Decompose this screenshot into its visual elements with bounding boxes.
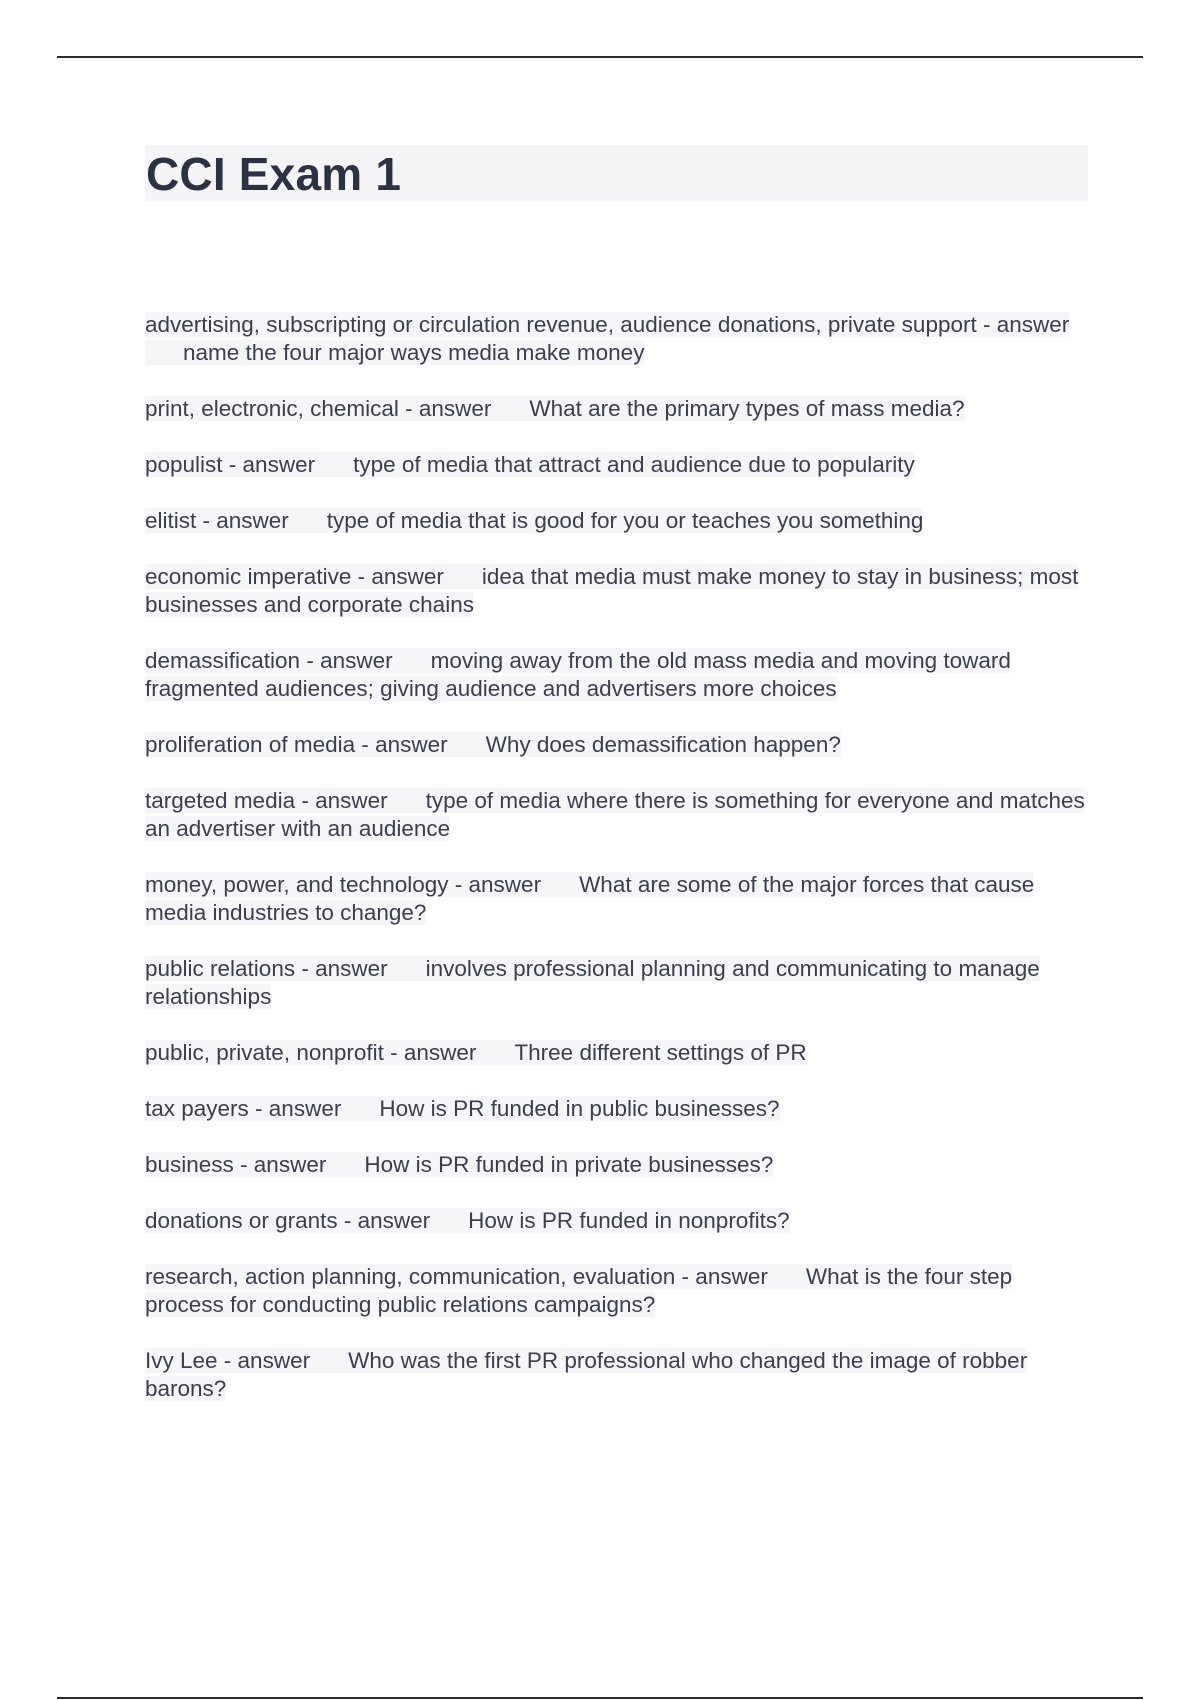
list-item <box>145 563 1085 619</box>
list-item <box>145 311 1085 367</box>
card-term: advertising, subscripting or circulation revenue, audience donations, private support - answer <box>145 312 1070 337</box>
top-rule <box>57 56 1143 58</box>
card-definition: Three different settings of PR <box>514 1040 807 1065</box>
card-definition: idea that media must make money to stay in business; most businesses and corporate chains <box>145 564 1079 617</box>
list-item <box>145 451 1085 479</box>
card-term: print, electronic, chemical - answer <box>145 396 492 421</box>
card-term: business - answer <box>145 1152 327 1177</box>
card-definition: Why does demassification happen? <box>485 732 841 757</box>
card-definition: How is PR funded in nonprofits? <box>468 1208 790 1233</box>
card-definition: How is PR funded in private businesses? <box>364 1152 774 1177</box>
card-definition: type of media that attract and audience due to popularity <box>353 452 915 477</box>
list-item <box>145 1095 1085 1123</box>
list-item <box>145 871 1085 927</box>
card-definition: name the four major ways media make money <box>183 340 645 365</box>
card-term: Ivy Lee - answer <box>145 1348 311 1373</box>
card-definition: What is the four step process for conducting public relations campaigns? <box>145 1264 1013 1317</box>
list-item <box>145 1207 1085 1235</box>
card-term: proliferation of media - answer <box>145 732 448 757</box>
list-item <box>145 1263 1085 1319</box>
list-item <box>145 731 1085 759</box>
list-item <box>145 787 1085 843</box>
card-term: public relations - answer <box>145 956 388 981</box>
page-title: CCI Exam 1 <box>146 148 402 200</box>
list-item <box>145 955 1085 1011</box>
card-term: public, private, nonprofit - answer <box>145 1040 477 1065</box>
card-definition: type of media that is good for you or teaches you something <box>326 508 924 533</box>
card-definition: Who was the first PR professional who changed the image of robber barons? <box>145 1348 1028 1401</box>
card-term: tax payers - answer <box>145 1096 342 1121</box>
card-definition: involves professional planning and communicating to manage relationships <box>145 956 1040 1009</box>
card-term: economic imperative - answer <box>145 564 444 589</box>
list-item <box>145 647 1085 703</box>
card-definition: What are some of the major forces that cause media industries to change? <box>145 872 1035 925</box>
list-item <box>145 395 1085 423</box>
card-term: demassification - answer <box>145 648 393 673</box>
card-definition: What are the primary types of mass media? <box>529 396 965 421</box>
list-item <box>145 1347 1085 1403</box>
list-item <box>145 1151 1085 1179</box>
list-item <box>145 507 1085 535</box>
card-term: donations or grants - answer <box>145 1208 431 1233</box>
bottom-rule <box>57 1697 1143 1699</box>
list-item <box>145 1039 1085 1067</box>
card-term: targeted media - answer <box>145 788 388 813</box>
flashcard-list <box>145 311 1085 1431</box>
card-definition: moving away from the old mass media and moving toward fragmented audiences; giving audience and advertisers more choices <box>145 648 1011 701</box>
card-definition: How is PR funded in public businesses? <box>379 1096 780 1121</box>
card-term: elitist - answer <box>145 508 289 533</box>
card-term: populist - answer <box>145 452 316 477</box>
card-term: research, action planning, communication, evaluation - answer <box>145 1264 768 1289</box>
card-definition: type of media where there is something for everyone and matches an advertiser with an audience <box>145 788 1085 841</box>
card-term: money, power, and technology - answer <box>145 872 542 897</box>
